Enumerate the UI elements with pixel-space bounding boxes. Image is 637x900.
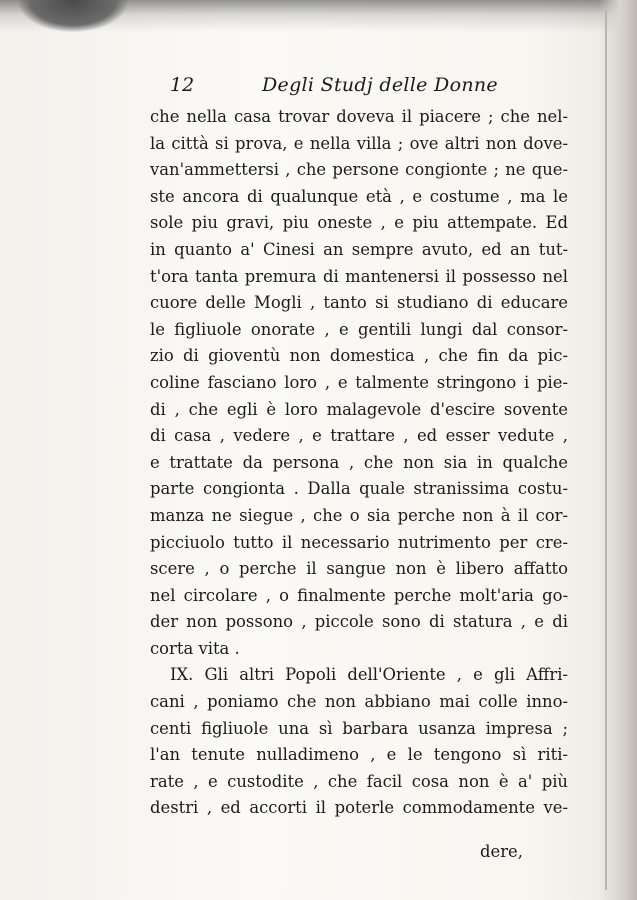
- text-line: di , che egli è loro malagevole d'escire sovente: [150, 399, 568, 419]
- page-edge-line: [605, 10, 607, 890]
- text-line: nel circolare , o finalmente perche molt'aria go-: [150, 585, 568, 605]
- text-line: che nella casa trovar doveva il piacere ; che nel-: [150, 107, 568, 126]
- text-line: coline fasciano loro , e talmente stringono i pie-: [150, 372, 568, 392]
- page-number: 12: [170, 74, 195, 96]
- text-line: destri , ed accorti il poterle commodamente ve-: [150, 798, 568, 818]
- running-title: Degli Studj delle Donne: [262, 74, 498, 96]
- body-text: [150, 104, 568, 822]
- text-line: sole piu gravi, piu oneste , e piu attempate. Ed: [150, 213, 568, 233]
- text-line: centi figliuole una sì barbara usanza impresa ;: [150, 718, 568, 738]
- text-line: e trattate da persona , che non sia in qualche: [150, 452, 568, 472]
- text-line: le figliuole onorate , e gentili lungi dal consor-: [150, 319, 568, 339]
- text-line: scere , o perche il sangue non è libero affatto: [150, 559, 568, 579]
- text-line: l'an tenute nulladimeno , e le tengono sì riti-: [150, 745, 568, 765]
- text-line: rate , e custodite , che facil cosa non è a' più: [150, 771, 568, 791]
- text-line: in quanto a' Cinesi an sempre avuto, ed an tut-: [150, 239, 568, 259]
- text-line: van'ammettersi , che persone congionte ; ne que-: [150, 160, 568, 180]
- text-line: zio di gioventù non domestica , che fin da pic-: [150, 346, 568, 366]
- text-line: di casa , vedere , e trattare , ed esser vedute ,: [150, 426, 568, 446]
- text-line: ste ancora di qualunque età , e costume , ma le: [150, 186, 568, 206]
- text-line: corta vita .: [150, 638, 240, 658]
- paragraph-start-line: IX. Gli altri Popoli dell'Oriente , e gli Affri-: [170, 665, 568, 685]
- text-line: picciuolo tutto il necessario nutrimento per cre-: [150, 532, 568, 552]
- text-line: der non possono , piccole sono di statura , e di: [150, 612, 568, 632]
- text-line: parte congionta . Dalla quale stranissima costu-: [150, 479, 568, 499]
- catchword: dere,: [480, 842, 523, 861]
- text-line: la città si prova, e nella villa ; ove altri non dove-: [150, 133, 568, 153]
- text-line: cani , poniamo che non abbiano mai colle inno-: [150, 692, 568, 712]
- running-head: [170, 74, 500, 100]
- text-line: manza ne siegue , che o sia perche non à il cor-: [150, 505, 568, 525]
- text-line: t'ora tanta premura di mantenersi il possesso nel: [150, 266, 568, 286]
- text-line: cuore delle Mogli , tanto si studiano di educare: [150, 293, 568, 313]
